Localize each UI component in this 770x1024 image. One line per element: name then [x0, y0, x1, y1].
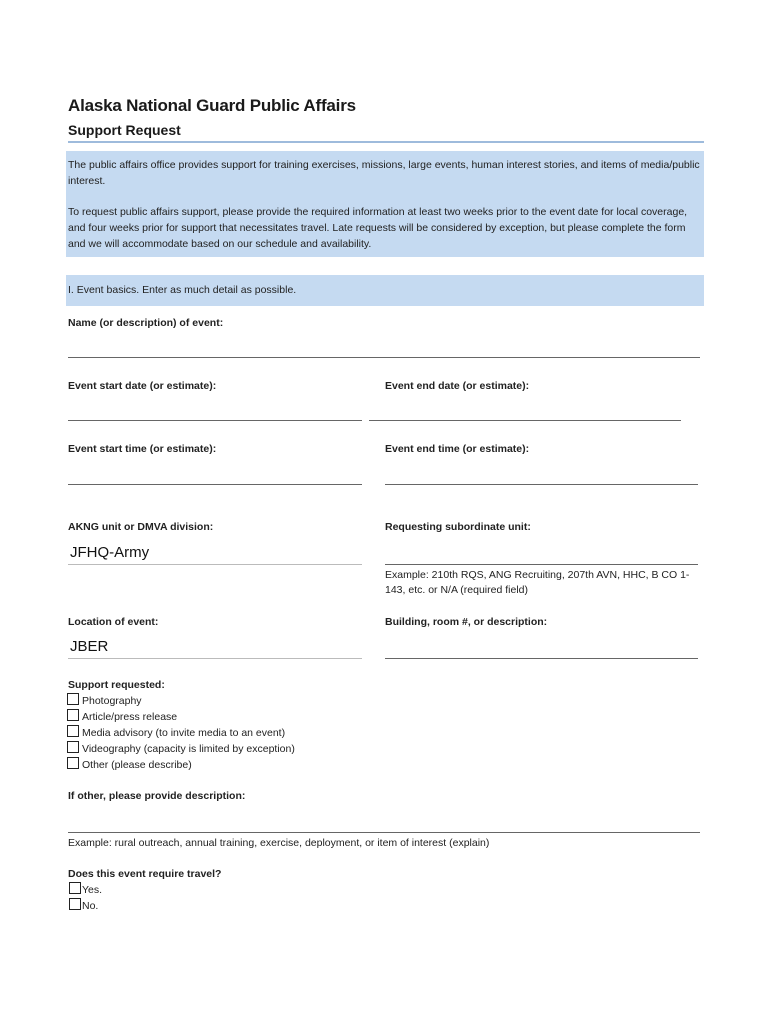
option-videography[interactable]: Videography (capacity is limited by exception) — [67, 741, 295, 757]
start-date-field[interactable] — [68, 420, 362, 421]
end-date-label: Event end date (or estimate): — [385, 380, 530, 392]
start-date-label: Event start date (or estimate): — [68, 380, 217, 392]
building-label: Building, room #, or description: — [385, 616, 548, 628]
event-name-field[interactable] — [68, 357, 700, 358]
option-photography[interactable]: Photography — [67, 693, 295, 709]
page-subtitle: Support Request — [68, 122, 181, 138]
support-requested-label: Support requested: — [68, 679, 165, 691]
section-heading — [66, 275, 704, 306]
section-heading-text: I. Event basics. Enter as much detail as possible. — [68, 284, 297, 296]
intro-panel — [66, 151, 704, 257]
checkbox-icon[interactable] — [67, 693, 79, 705]
other-description-field[interactable] — [68, 832, 700, 833]
intro-paragraph-1: The public affairs office provides support for training exercises, missions, large events, human interest stories, and items of media/public interest. — [68, 159, 700, 187]
start-time-field[interactable] — [68, 484, 362, 485]
unit-label: AKNG unit or DMVA division: — [68, 521, 214, 533]
subordinate-unit-field[interactable] — [385, 564, 698, 565]
subordinate-unit-hint: Example: 210th RQS, ANG Recruiting, 207th AVN, HHC, B CO 1-143, etc. or N/A (required field) — [385, 569, 690, 596]
intro-paragraph-2: To request public affairs support, please provide the required information at least two weeks prior to the event date for local coverage, and four weeks prior for support that necessitates travel. Late requests will be considered by exception, but please complete the form and we will accommodate based on our schedule and availability. — [68, 206, 688, 250]
location-field-underline — [68, 658, 362, 659]
subordinate-unit-label: Requesting subordinate unit: — [385, 521, 531, 533]
option-media-advisory[interactable]: Media advisory (to invite media to an event) — [67, 725, 295, 741]
title-divider — [68, 141, 704, 143]
other-description-label: If other, please provide description: — [68, 790, 246, 802]
building-field[interactable] — [385, 658, 698, 659]
checkbox-icon[interactable] — [67, 709, 79, 721]
option-travel-no[interactable]: No. — [69, 898, 102, 914]
option-article-press-release[interactable]: Article/press release — [67, 709, 295, 725]
checkbox-icon[interactable] — [69, 898, 81, 910]
end-date-field[interactable] — [369, 420, 681, 421]
end-time-label: Event end time (or estimate): — [385, 443, 530, 455]
checkbox-icon[interactable] — [67, 725, 79, 737]
travel-label: Does this event require travel? — [68, 868, 222, 880]
other-description-hint: Example: rural outreach, annual training, exercise, deployment, or item of interest (explain) — [68, 837, 490, 849]
page-title: Alaska National Guard Public Affairs — [68, 96, 356, 115]
travel-options — [69, 882, 102, 914]
unit-field-underline — [68, 564, 362, 565]
end-time-field[interactable] — [385, 484, 698, 485]
option-other[interactable]: Other (please describe) — [67, 757, 295, 773]
unit-field[interactable]: JFHQ-Army — [70, 544, 150, 561]
option-travel-yes[interactable]: Yes. — [69, 882, 102, 898]
checkbox-icon[interactable] — [69, 882, 81, 894]
checkbox-icon[interactable] — [67, 741, 79, 753]
location-field[interactable]: JBER — [70, 638, 109, 655]
support-options — [67, 693, 295, 773]
checkbox-icon[interactable] — [67, 757, 79, 769]
start-time-label: Event start time (or estimate): — [68, 443, 217, 455]
location-label: Location of event: — [68, 616, 159, 628]
event-name-label: Name (or description) of event: — [68, 317, 224, 329]
